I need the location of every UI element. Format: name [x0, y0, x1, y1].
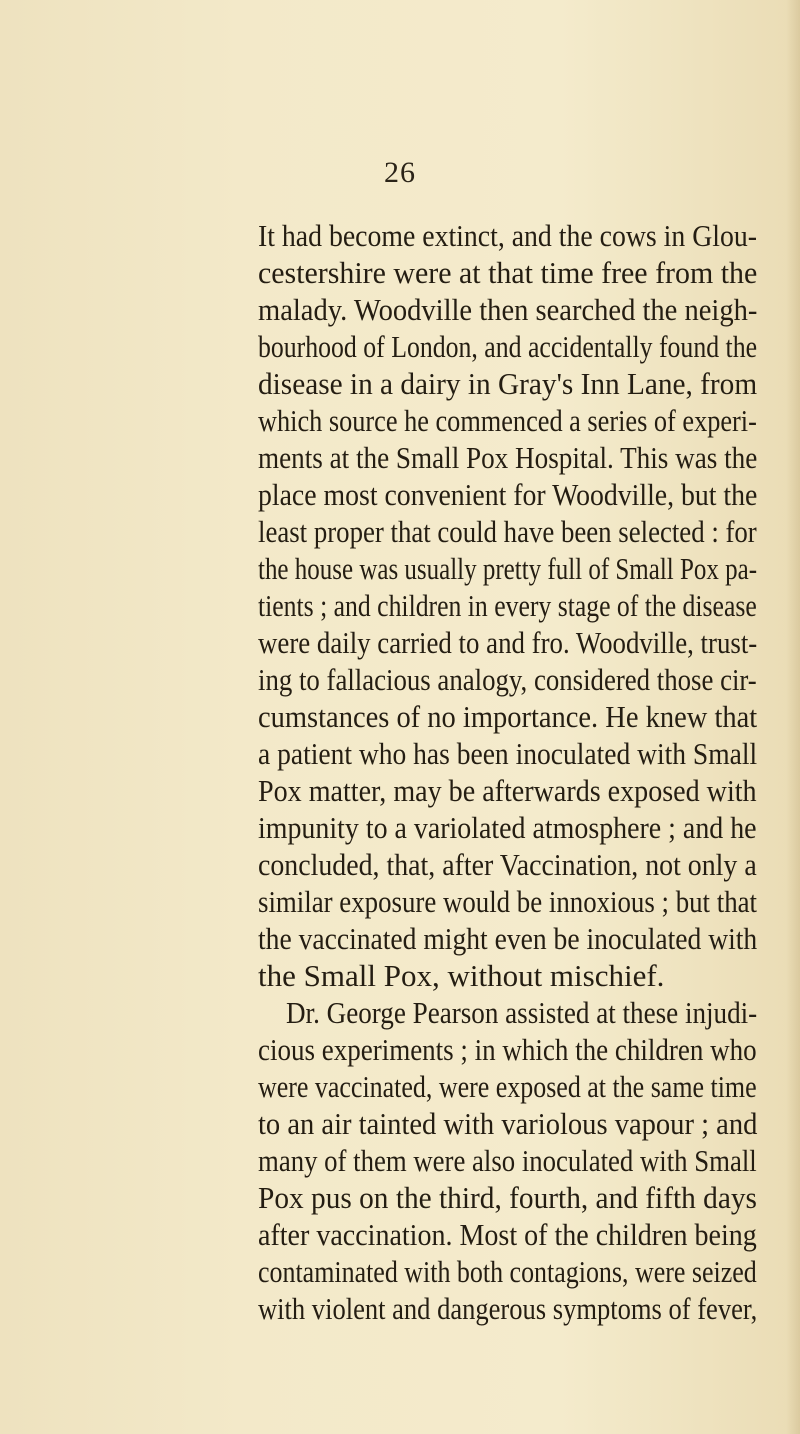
text-line: with violent and dangerous symptoms of fever, — [258, 1291, 758, 1326]
text-line: many of them were also inoculated with Small — [258, 1143, 757, 1178]
text-line: similar exposure would be innoxious ; but that — [258, 884, 758, 919]
text-line: concluded, that, after Vaccination, not only a — [258, 847, 757, 882]
text-line: ments at the Small Pox Hospital. This was the — [258, 440, 758, 475]
text-line: disease in a dairy in Gray's Inn Lane, from — [258, 366, 758, 401]
text-line: after vaccination. Most of the children being — [258, 1217, 757, 1252]
text-line: bourhood of London, and accidentally found the — [258, 329, 758, 364]
text-line: were daily carried to and fro. Woodville, trust- — [258, 625, 758, 660]
text-line: malady. Woodville then searched the neigh- — [258, 292, 758, 327]
text-line: contaminated with both contagions, were seized — [258, 1254, 757, 1289]
page-number: 26 — [384, 156, 416, 189]
text-line: tients ; and children in every stage of the disease — [258, 588, 757, 623]
text-line: impunity to a variolated atmosphere ; and he — [258, 810, 757, 845]
text-line: Pox matter, may be afterwards exposed with — [258, 773, 757, 808]
text-line: a patient who has been inoculated with Small — [258, 736, 758, 771]
text-line: to an air tainted with variolous vapour ; and — [258, 1106, 758, 1141]
text-line: Pox pus on the third, fourth, and fifth days — [258, 1180, 757, 1215]
text-line: the house was usually pretty full of Small Pox pa- — [258, 551, 758, 586]
text-line: cestershire were at that time free from the — [258, 255, 758, 290]
page-edge-shadow — [786, 0, 800, 1434]
text-line: ing to fallacious analogy, considered those cir- — [258, 662, 757, 697]
text-line: place most convenient for Woodville, but the — [258, 477, 758, 512]
text-line: the Small Pox, without mischief. — [258, 958, 665, 993]
text-line: which source he commenced a series of experi- — [258, 403, 757, 438]
text-line: cumstances of no importance. He knew that — [258, 699, 758, 734]
text-line: Dr. George Pearson assisted at these injudi- — [286, 995, 758, 1030]
text-line: It had become extinct, and the cows in Glou- — [258, 218, 758, 253]
text-line: least proper that could have been selected : for — [258, 514, 757, 549]
text-line: the vaccinated might even be inoculated with — [258, 921, 758, 956]
text-line: were vaccinated, were exposed at the same time — [258, 1069, 757, 1104]
text-line: cious experiments ; in which the children who — [258, 1032, 757, 1067]
